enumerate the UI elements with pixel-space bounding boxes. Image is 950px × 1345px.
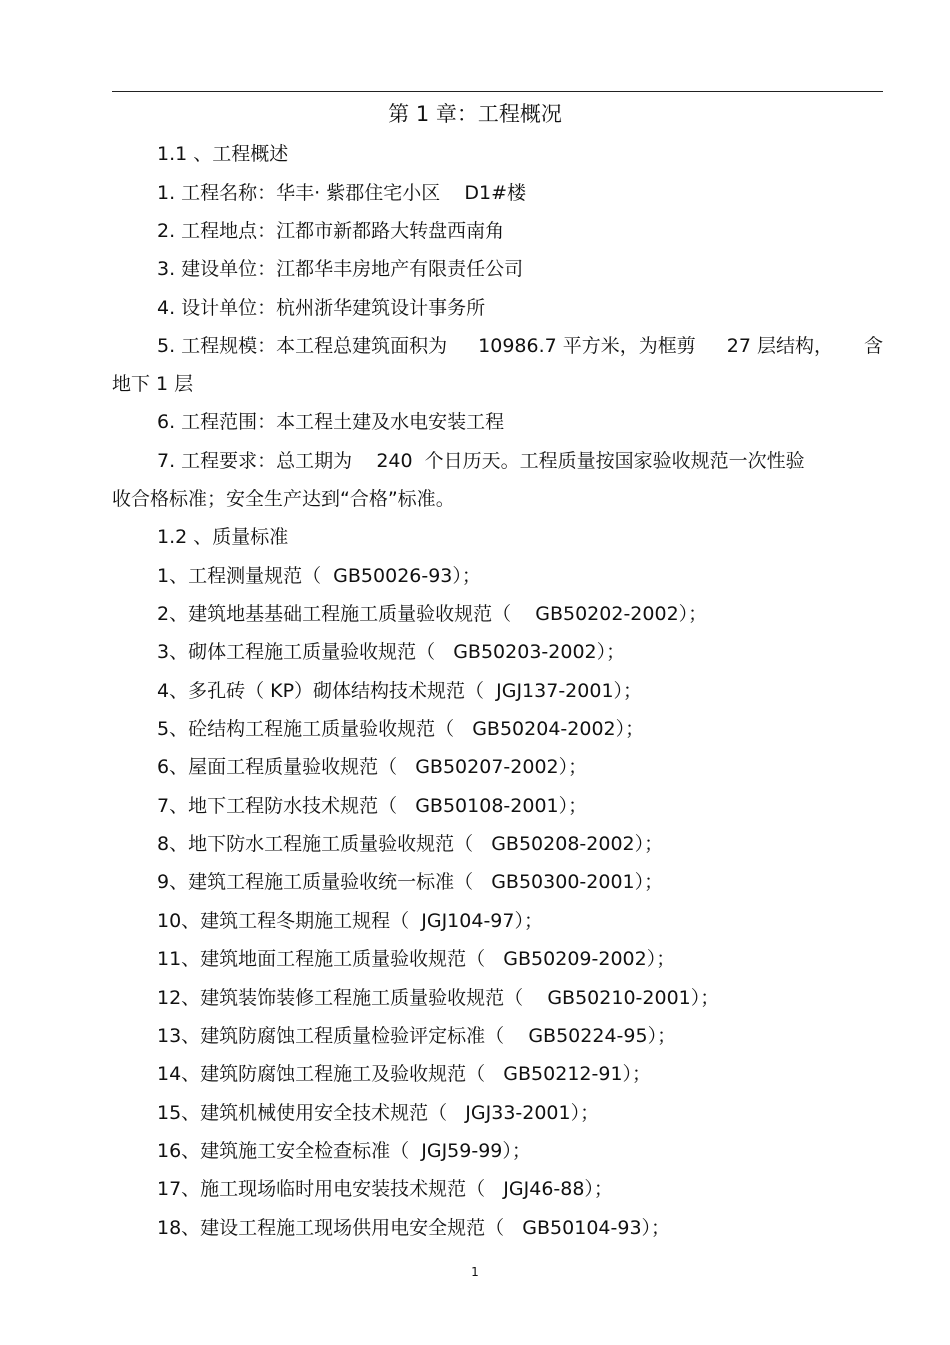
standard-item: 1、工程测量规范（ GB50026-93）； [157,565,481,587]
standard-item: 3、砌体工程施工质量验收规范（ GB50203-2002）； [157,641,626,663]
scale-part-3: 27 层结构， [726,335,833,357]
overview-developer: 3. 建设单位：江都华丰房地产有限责任公司 [157,258,524,280]
header-rule [112,91,883,92]
standard-item: 14、建筑防腐蚀工程施工及验收规范（ GB50212-91）； [157,1063,652,1085]
standard-item: 10、建筑工程冬期施工规程（ JGJ104-97）； [157,910,543,932]
standard-item: 7、地下工程防水技术规范（ GB50108-2001）； [157,795,588,817]
standard-item: 15、建筑机械使用安全技术规范（ JGJ33-2001）； [157,1102,600,1124]
standard-item: 5、砼结构工程施工质量验收规范（ GB50204-2002）； [157,718,645,740]
overview-project-scope: 6. 工程范围：本工程土建及水电安装工程 [157,411,505,433]
overview-project-name: 1. 工程名称：华丰· 紫郡住宅小区 D1#楼 [157,182,527,204]
standard-item: 17、施工现场临时用电安装技术规范（ JGJ46-88）； [157,1178,613,1200]
overview-designer: 4. 设计单位：杭州浙华建筑设计事务所 [157,297,486,319]
page-number: 1 [471,1265,479,1279]
standard-item: 13、建筑防腐蚀工程质量检验评定标准（ GB50224-95）； [157,1025,677,1047]
scale-part-2: 10986.7 平方米，为框剪 [478,335,696,357]
chapter-title: 第 1 章：工程概况 [388,102,562,126]
overview-project-location: 2. 工程地点：江都市新都路大转盘西南角 [157,220,505,242]
standard-item: 12、建筑装饰装修工程施工质量验收规范（ GB50210-2001）； [157,987,720,1009]
section-heading-1-1: 1.1 、工程概述 [157,143,289,165]
overview-project-scale-cont: 地下 1 层 [112,373,194,395]
overview-project-scale [157,333,883,359]
standard-item: 9、建筑工程施工质量验收统一标准（ GB50300-2001）； [157,871,664,893]
standard-item: 6、屋面工程质量验收规范（ GB50207-2002）； [157,756,588,778]
overview-requirements: 7. 工程要求：总工期为 240 个日历天。工程质量按国家验收规范一次性验 [157,450,805,472]
scale-part-1: 5. 工程规模：本工程总建筑面积为 [157,335,448,357]
standard-item: 2、建筑地基基础工程施工质量验收规范（ GB50202-2002）； [157,603,708,625]
overview-requirements-cont: 收合格标准；安全生产达到“合格”标准。 [112,488,455,510]
section-heading-1-2: 1.2 、质量标准 [157,526,289,548]
standard-item: 16、建筑施工安全检查标准（ JGJ59-99）； [157,1140,531,1162]
scale-part-4: 含 [863,335,883,357]
standard-item: 4、多孔砖（ KP）砌体结构技术规范（ JGJ137-2001）； [157,680,643,702]
standard-item: 8、地下防水工程施工质量验收规范（ GB50208-2002）； [157,833,664,855]
standard-item: 18、建设工程施工现场供用电安全规范（ GB50104-93）； [157,1217,671,1239]
standard-item: 11、建筑地面工程施工质量验收规范（ GB50209-2002）； [157,948,676,970]
